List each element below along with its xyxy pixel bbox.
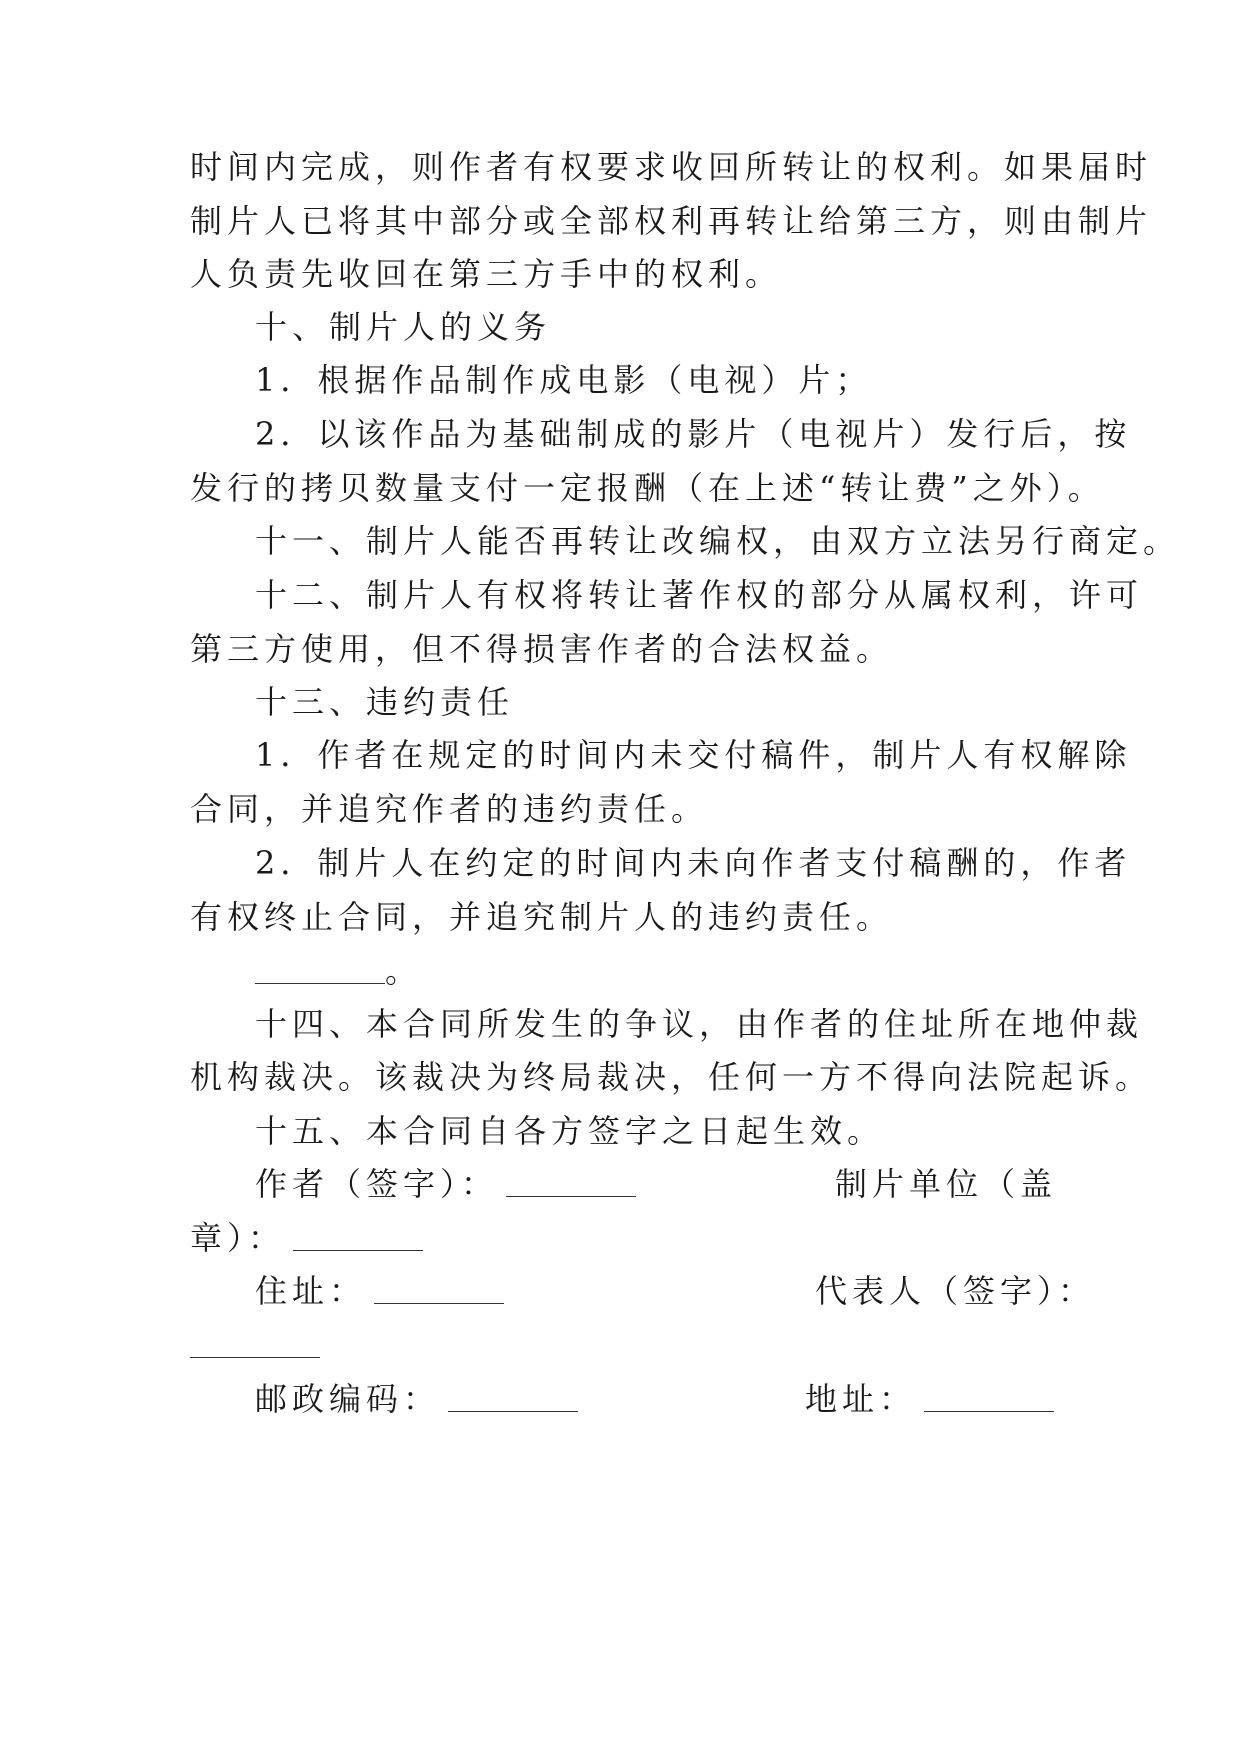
address2-label: 地址： [805,1380,917,1418]
paragraph-line: 十一、制片人能否再转让改编权，由双方立法另行商定。 [255,522,1181,560]
producer-seal-label-a: 制片单位（盖 [835,1165,1058,1203]
section-heading: 十、制片人的义务 [255,308,552,346]
paragraph-line: 1．根据作品制作成电影（电视）片； [255,361,873,399]
paragraph-line: 十二、制片人有权将转让著作权的部分从属权利，许可 [255,576,1144,614]
paragraph-line: 2．以该作品为基础制成的影片（电视片）发行后，按 [255,415,1132,453]
address2-blank [924,1381,1054,1412]
address2-row [805,1370,1054,1428]
paragraph-line: 制片人已将其中部分或全部权利再转让给第三方，则由制片 [190,202,1153,240]
paragraph-line: 十四、本合同所发生的争议，由作者的住址所在地仲裁 [255,1005,1144,1043]
postcode-label: 邮政编码： [255,1380,441,1418]
address-blank [374,1273,504,1304]
postcode-blank [448,1381,578,1412]
author-signature-row [255,1155,636,1213]
representative-blank [190,1327,320,1358]
paragraph-line: 发行的拷贝数量支付一定报酬（在上述“转让费”之外）。 [190,469,1105,507]
paragraph-line: 人负责先收回在第三方手中的权利。 [190,255,783,293]
paragraph-line: 1．作者在规定的时间内未交付稿件，制片人有权解除 [255,736,1132,774]
author-sign-label: 作者（签字）： [255,1165,499,1203]
producer-seal-label-b: 章）： [190,1219,286,1257]
producer-seal-blank [293,1220,423,1251]
paragraph-line: 2．制片人在约定的时间内未向作者支付稿酬的，作者 [255,844,1132,882]
paragraph-line: 十五、本合同自各方签字之日起生效。 [255,1112,885,1150]
address-label: 住址： [255,1272,367,1310]
paragraph-line: 有权终止合同，并追究制片人的违约责任。 [190,898,894,936]
representative-row [190,1316,320,1374]
representative-label: 代表人（签字）： [815,1272,1096,1310]
section-heading: 十三、违约责任 [255,683,515,721]
blank-line-item [255,942,1060,1000]
address-row [255,1262,504,1320]
author-sign-blank [506,1166,636,1197]
paragraph-line: 机构裁决。该裁决为终局裁决，任何一方不得向法院起诉。 [190,1058,1153,1096]
paragraph-line: 第三方使用，但不得损害作者的合法权益。 [190,630,894,668]
postcode-row [255,1370,578,1428]
paragraph-line: 时间内完成，则作者有权要求收回所转让的权利。如果届时 [190,148,1153,186]
period: 。 [385,952,423,990]
producer-seal-row [190,1209,423,1267]
paragraph-line: 合同，并追究作者的违约责任。 [190,790,709,828]
fill-blank [255,953,385,984]
